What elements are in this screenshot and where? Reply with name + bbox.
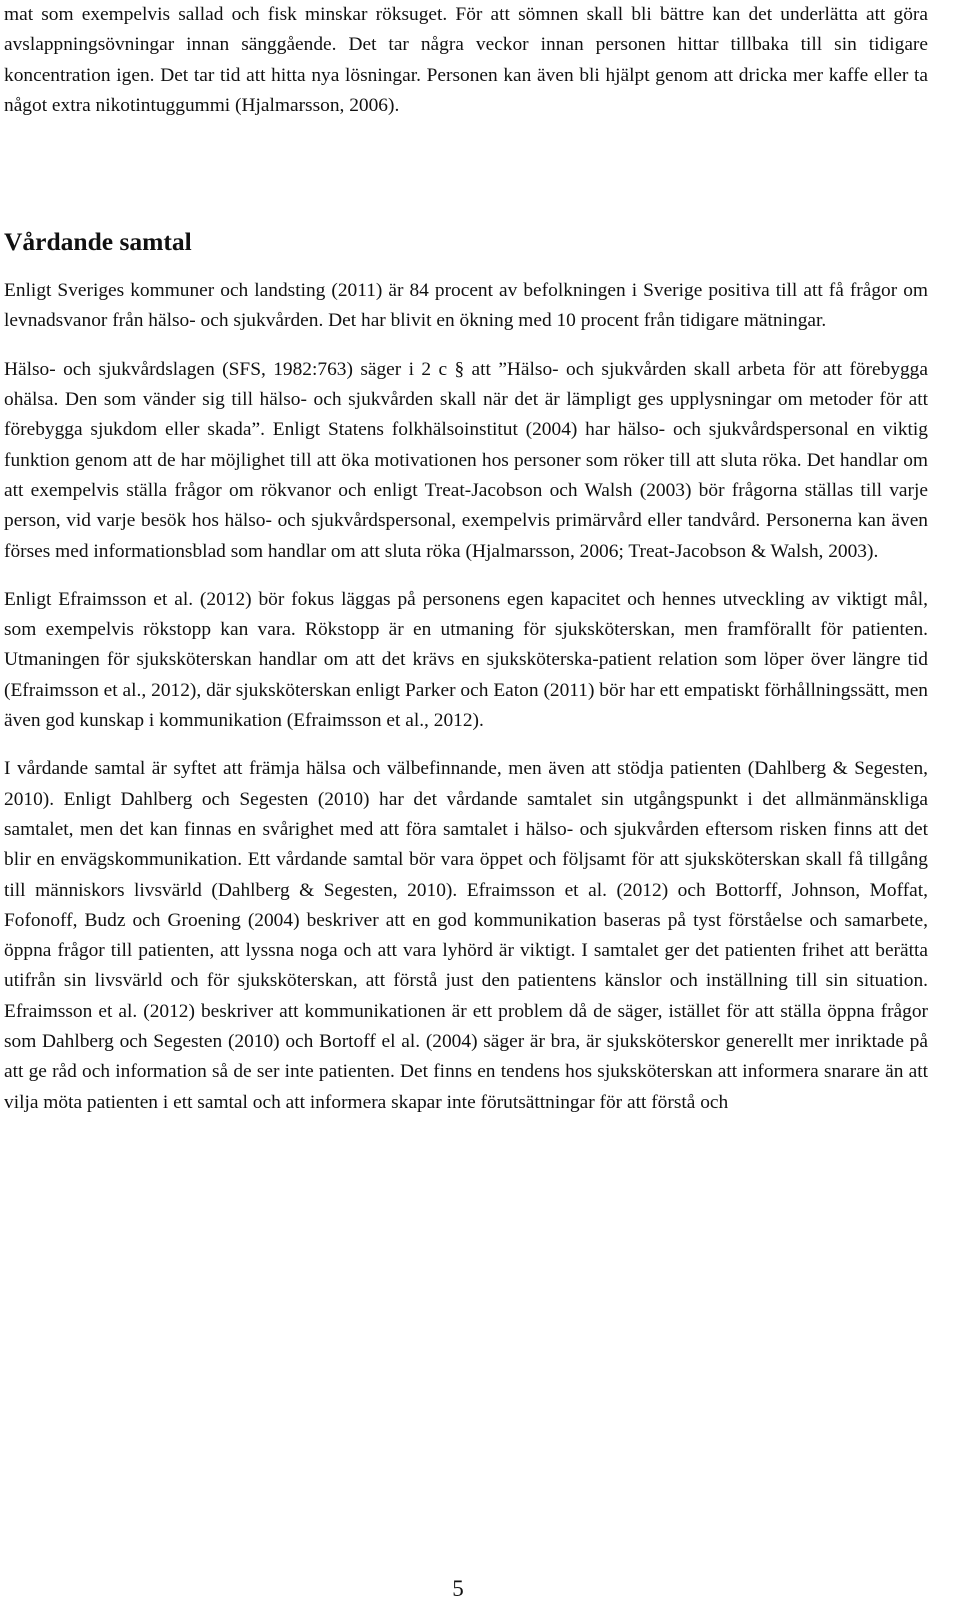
section-heading: Vårdande samtal bbox=[4, 227, 192, 257]
body-paragraph-1: Enligt Sveriges kommuner och landsting (2011) är 84 procent av befolkningen i Sverige positiva till att få frågor om levnadsvanor från hälso- och sjukvården. Det har blivit en ökning med 10 procent från tidigare mätningar. bbox=[4, 280, 928, 332]
intro-paragraph: mat som exempelvis sallad och fisk minskar röksuget. För att sömnen skall bli bättre kan det underlätta att göra avslappningsövningar innan sänggående. Det tar några veckor innan personen hittar tillbaka till sin tidigare koncentration igen. Det tar tid att hitta nya lösningar. Personen kan även bli hjälpt genom att dricka mer kaffe eller ta något extra nikotintuggummi (Hjalmarsson, 2006). bbox=[4, 4, 928, 116]
document-page bbox=[4, 0, 928, 1118]
body-paragraph-4: I vårdande samtal är syftet att främja hälsa och välbefinnande, men även att stödja patienten (Dahlberg & Segesten, 2010). Enligt Dahlberg och Segesten (2010) har det vårdande samtalet sin utgångspunkt i det allmänmänskliga samtalet, men det kan finnas en svårighet med att föra samtalet i hälso- och sjukvården eftersom risken finns att det blir en envägskommunikation. Ett vårdande samtal bör vara öppet och följsamt för att sjuksköterskan skall få tillgång till människors livsvärld (Dahlberg & Segesten, 2010). Efraimsson et al. (2012) och Bottorff, Johnson, Moffat, Fofonoff, Budz och Groening (2004) beskriver att en god kommunikation baseras på tyst förståelse och samarbete, öppna frågor till patienten, att lyssna noga och att vara lyhörd är viktigt. I samtalet ger det patienten frihet att berätta utifrån sin livsvärld och för sjuksköterskan, att förstå just den patientens känslor och inställning till sin situation. Efraimsson et al. (2012) beskriver att kommunikationen är ett problem då de säger, istället för att ställa öppna frågor som Dahlberg och Segesten (2010) och Bortoff el al. (2004) säger är bra, är sjuksköterskor generellt mer inriktade på att ge råd och information så de ser inte patienten. Det finns en tendens hos sjuksköterskan att informera snarare än att vilja möta patienten i ett samtal och att informera skapar inte förutsättningar för att förstå och bbox=[4, 758, 928, 1113]
body-paragraph-3: Enligt Efraimsson et al. (2012) bör fokus läggas på personens egen kapacitet och hennes utveckling av viktigt mål, som exempelvis rökstopp kan vara. Rökstopp är en utmaning för sjuksköterskan, men framförallt för patienten. Utmaningen för sjuksköterskan handlar om att det krävs en sjuksköterska-patient relation som löper över längre tid (Efraimsson et al., 2012), där sjuksköterskan enligt Parker och Eaton (2011) bör har ett empatiskt förhållningssätt, men även god kunskap i kommunikation (Efraimsson et al., 2012). bbox=[4, 588, 928, 732]
page-number: 5 bbox=[452, 1576, 464, 1601]
body-paragraph-2: Hälso- och sjukvårdslagen (SFS, 1982:763) säger i 2 c § att ”Hälso- och sjukvården skall arbeta för att förebygga ohälsa. Den som vänder sig till hälso- och sjukvården skall när det är lämpligt ges upplysningar om metoder för att förebygga sjukdom eller skada”. Enligt Statens folkhälsoinstitut (2004) har hälso- och sjukvårdspersonal en viktig funktion genom att de har möjlighet till att öka motivationen hos personer som röker till att sluta röka. Det handlar om att exempelvis ställa frågor om rökvanor och enligt Treat-Jacobson och Walsh (2003) bör frågorna ställas till varje person, vid varje besök hos hälso- och sjukvårdspersonal, exempelvis primärvård eller tandvård. Personerna kan även förses med informationsblad som handlar om att sluta röka (Hjalmarsson, 2006; Treat-Jacobson & Walsh, 2003). bbox=[4, 358, 928, 562]
